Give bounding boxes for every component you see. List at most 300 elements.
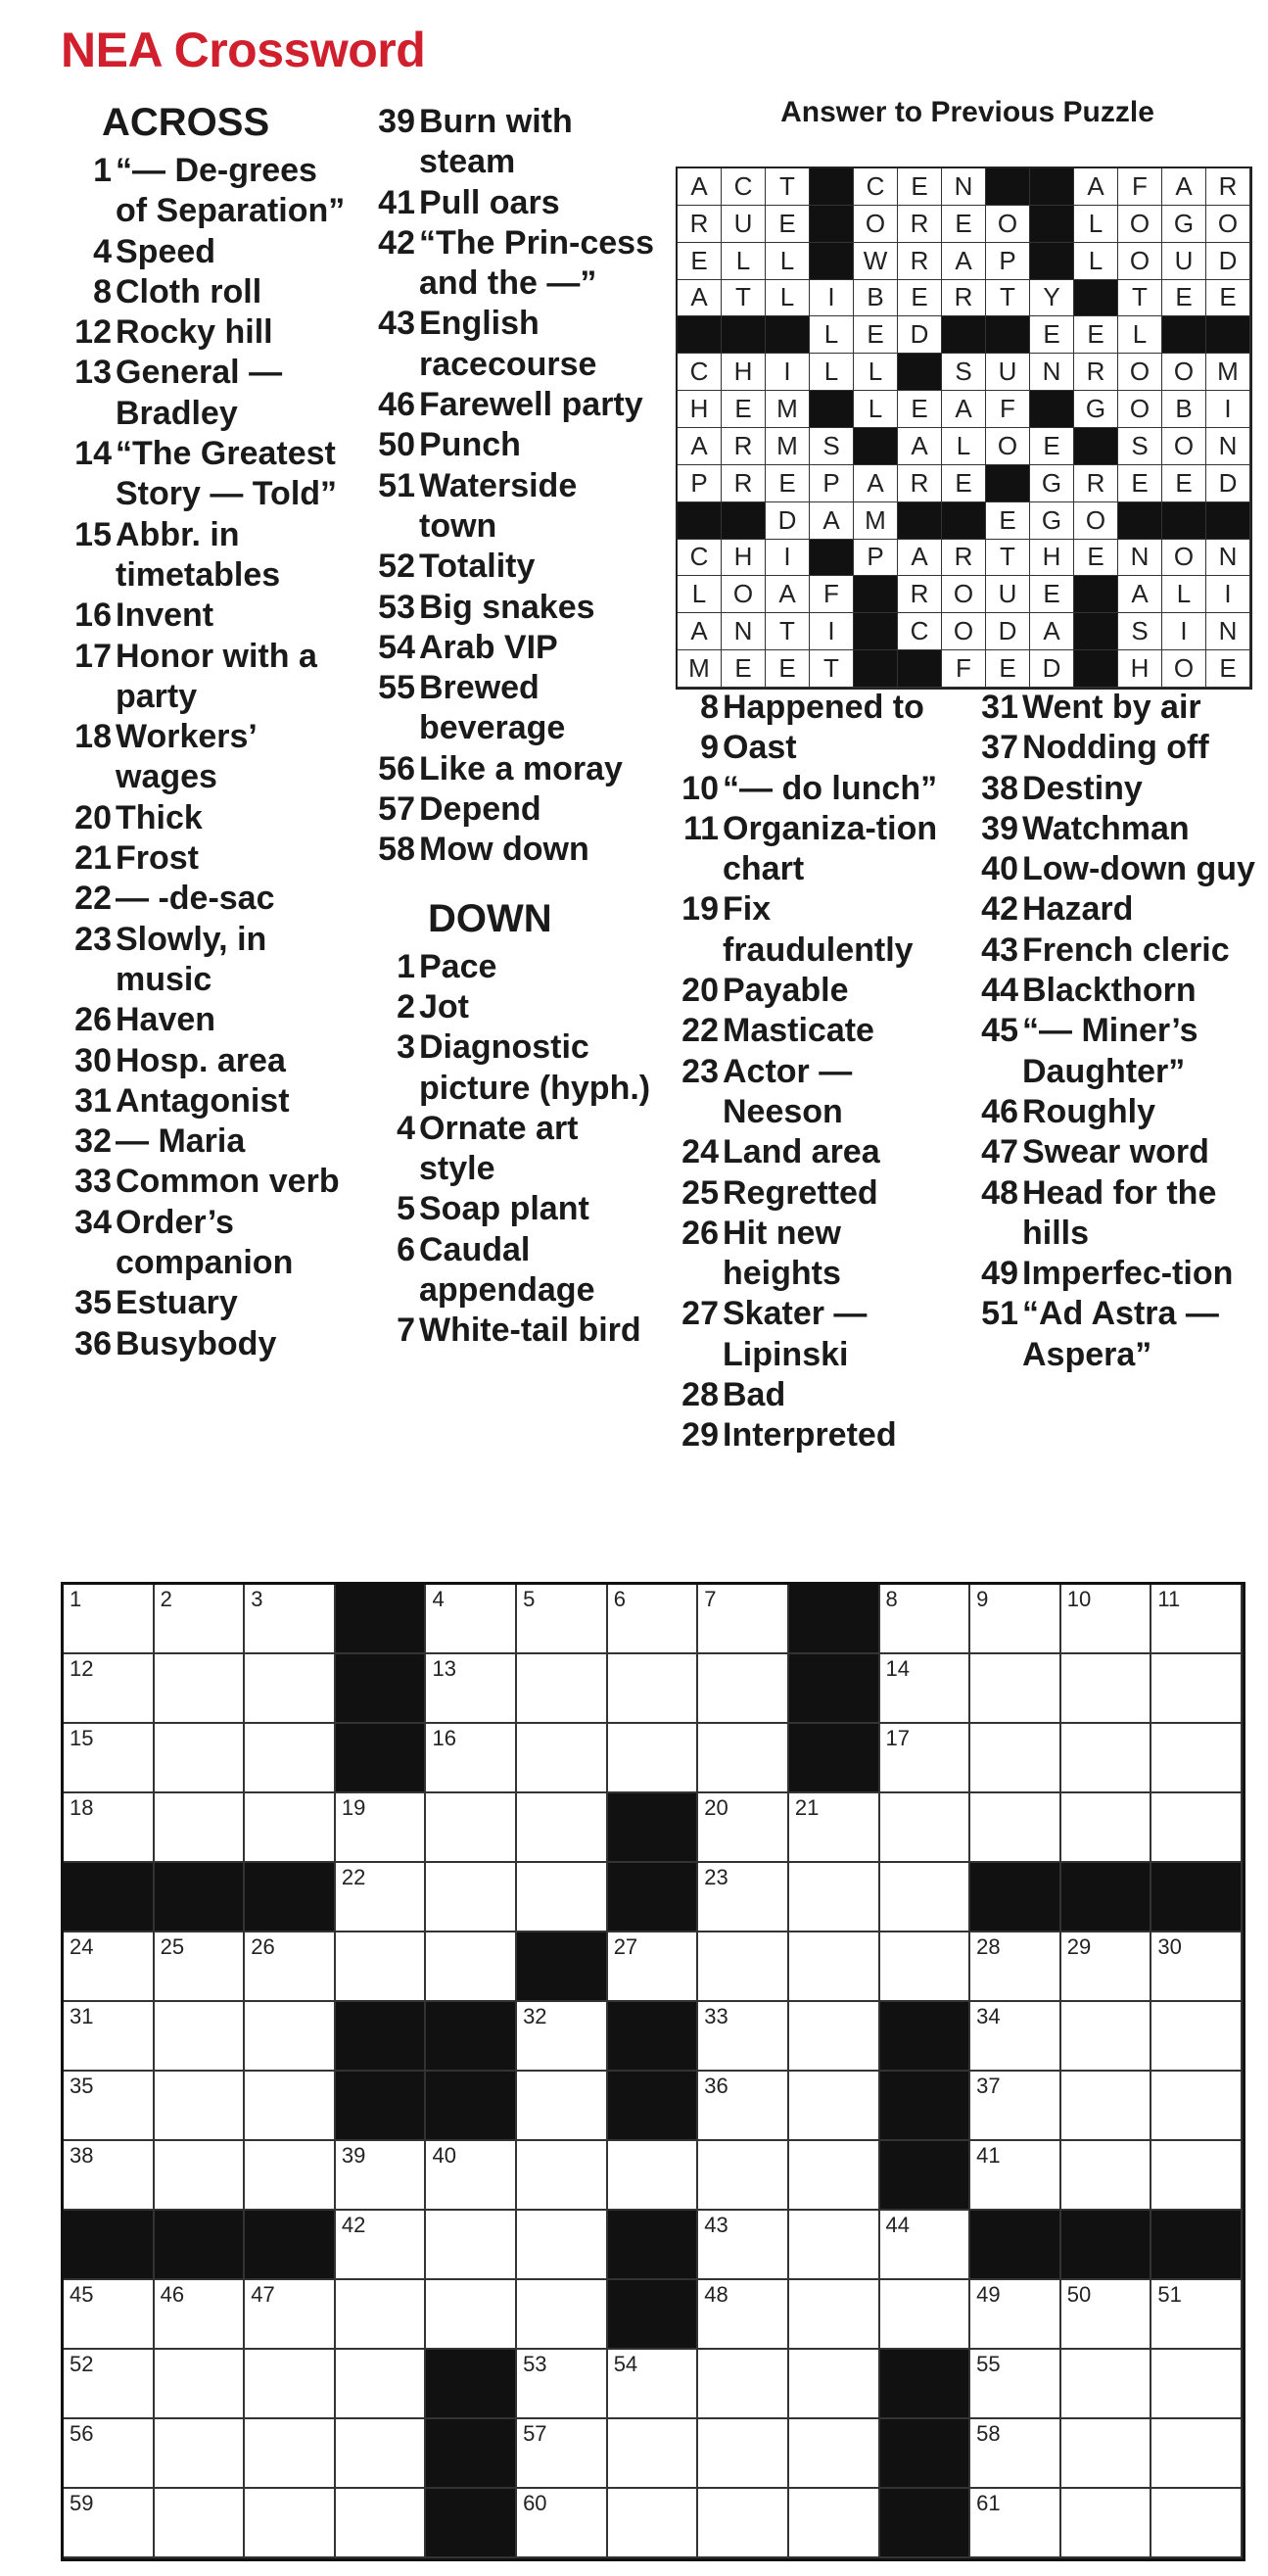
grid-cell[interactable]: [698, 2489, 789, 2558]
grid-cell[interactable]: [880, 2211, 971, 2280]
grid-cell[interactable]: [64, 2489, 155, 2558]
across-down-column-2: [364, 102, 658, 1352]
clue-number: 30: [74, 1041, 112, 1079]
grid-cell[interactable]: [155, 2141, 246, 2211]
grid-cell[interactable]: [880, 1932, 971, 2002]
grid-cell[interactable]: [698, 2002, 789, 2072]
clue-number: 10: [681, 769, 719, 807]
answer-black-square: [986, 465, 1030, 502]
grid-cell[interactable]: [698, 2419, 789, 2489]
answer-letter-cell: A: [678, 428, 722, 465]
cell-number: 3: [251, 1587, 263, 1611]
clue-item: [668, 1375, 962, 1415]
grid-cell[interactable]: [517, 2002, 608, 2072]
grid-cell[interactable]: [245, 1654, 336, 1724]
grid-cell[interactable]: [608, 1654, 699, 1724]
grid-black-square: [245, 2211, 336, 2280]
answer-black-square: [1030, 168, 1074, 206]
answer-letter-cell: U: [722, 206, 766, 243]
cell-number: 16: [432, 1726, 456, 1750]
cell-number: 1: [70, 1587, 82, 1611]
grid-cell[interactable]: [1061, 2002, 1152, 2072]
answer-letter-cell: N: [942, 168, 986, 206]
grid-cell[interactable]: [517, 1654, 608, 1724]
grid-cell[interactable]: [426, 1863, 517, 1932]
grid-cell[interactable]: [155, 1724, 246, 1793]
grid-cell[interactable]: [517, 2072, 608, 2141]
grid-black-square: [1151, 2211, 1243, 2280]
grid-cell[interactable]: [517, 1724, 608, 1793]
clue-text: Imperfec-tion: [1022, 1255, 1234, 1293]
clue-number: 27: [681, 1295, 719, 1333]
grid-cell[interactable]: [1151, 2072, 1243, 2141]
grid-cell[interactable]: [426, 2141, 517, 2211]
answer-black-square: [810, 391, 854, 428]
grid-cell[interactable]: [1061, 2419, 1152, 2489]
answer-black-square: [722, 316, 766, 354]
grid-cell[interactable]: [1061, 2141, 1152, 2211]
clue-text: Soap plant: [419, 1190, 589, 1228]
grid-cell[interactable]: [970, 2002, 1061, 2072]
grid-cell[interactable]: [880, 1654, 971, 1724]
clue-number: 23: [681, 1052, 719, 1090]
grid-cell[interactable]: [789, 2419, 880, 2489]
grid-cell[interactable]: [970, 2350, 1061, 2419]
answer-letter-cell: E: [942, 465, 986, 502]
grid-cell[interactable]: [880, 2280, 971, 2350]
grid-cell[interactable]: [517, 2280, 608, 2350]
answer-letter-cell: R: [1074, 465, 1118, 502]
clue-item: [668, 688, 962, 728]
clue-number: 43: [378, 305, 415, 343]
grid-cell[interactable]: [64, 2072, 155, 2141]
clue-number: 52: [378, 548, 415, 586]
down-clue-list-1: [364, 947, 658, 1352]
clue-text: Skater — Lipinski: [723, 1295, 868, 1373]
answer-letter-cell: P: [678, 465, 722, 502]
grid-cell[interactable]: [789, 2072, 880, 2141]
cell-number: 15: [70, 1726, 94, 1750]
clue-text: Honor with a party: [116, 637, 317, 715]
answer-letter-cell: N: [1206, 613, 1250, 650]
clue-number: 5: [397, 1190, 415, 1228]
answer-letter-cell: A: [810, 502, 854, 540]
grid-cell[interactable]: [517, 1793, 608, 1863]
answer-letter-cell: O: [1118, 243, 1162, 280]
grid-cell[interactable]: [789, 2489, 880, 2558]
grid-cell[interactable]: [789, 1793, 880, 1863]
grid-cell[interactable]: [336, 1793, 427, 1863]
answer-black-square: [1074, 613, 1118, 650]
clue-item: [61, 1081, 354, 1121]
grid-cell[interactable]: [970, 1585, 1061, 1654]
answer-letter-cell: O: [1074, 502, 1118, 540]
grid-cell[interactable]: [880, 1724, 971, 1793]
clue-text: Jot: [419, 987, 469, 1026]
clue-item: [364, 1189, 658, 1229]
clue-text: “The Prin-cess and the —”: [419, 223, 654, 303]
grid-cell[interactable]: [155, 2280, 246, 2350]
grid-cell[interactable]: [336, 2350, 427, 2419]
grid-cell[interactable]: [1151, 2141, 1243, 2211]
clue-item: [61, 232, 354, 272]
grid-cell[interactable]: [245, 1932, 336, 2002]
grid-cell[interactable]: [426, 1724, 517, 1793]
grid-cell[interactable]: [698, 2211, 789, 2280]
grid-cell[interactable]: [336, 2211, 427, 2280]
grid-cell[interactable]: [426, 2211, 517, 2280]
grid-cell[interactable]: [426, 2280, 517, 2350]
grid-cell[interactable]: [1061, 2280, 1152, 2350]
grid-cell[interactable]: [517, 2350, 608, 2419]
answer-letter-cell: C: [678, 354, 722, 391]
grid-cell[interactable]: [336, 2419, 427, 2489]
answer-letter-cell: A: [898, 428, 942, 465]
grid-cell[interactable]: [517, 2489, 608, 2558]
cell-number: 59: [70, 2491, 94, 2515]
crossword-grid: [61, 1582, 1245, 2561]
grid-black-square: [608, 2280, 699, 2350]
clue-item: [967, 971, 1261, 1011]
answer-black-square: [1162, 316, 1206, 354]
grid-cell[interactable]: [698, 1654, 789, 1724]
grid-cell[interactable]: [245, 2072, 336, 2141]
grid-cell[interactable]: [970, 1654, 1061, 1724]
grid-cell[interactable]: [245, 1793, 336, 1863]
clue-number: 35: [74, 1284, 112, 1322]
cell-number: 28: [976, 1934, 1001, 1959]
answer-letter-cell: O: [1118, 206, 1162, 243]
clue-text: Low-down guy: [1022, 850, 1255, 888]
grid-cell[interactable]: [517, 1585, 608, 1654]
cell-number: 30: [1157, 1934, 1182, 1959]
grid-cell[interactable]: [245, 1724, 336, 1793]
grid-cell[interactable]: [698, 1724, 789, 1793]
answer-letter-cell: C: [898, 613, 942, 650]
answer-letter-cell: L: [1162, 576, 1206, 613]
clue-number: 20: [681, 972, 719, 1010]
grid-cell[interactable]: [608, 2350, 699, 2419]
cell-number: 11: [1157, 1587, 1181, 1611]
grid-cell[interactable]: [608, 2141, 699, 2211]
clue-number: 37: [981, 729, 1018, 767]
answer-letter-cell: L: [1074, 243, 1118, 280]
cell-number: 61: [976, 2491, 1001, 2515]
grid-cell[interactable]: [789, 2002, 880, 2072]
clue-text: Hazard: [1022, 890, 1134, 929]
grid-cell[interactable]: [517, 1863, 608, 1932]
clue-number: 18: [74, 718, 112, 756]
grid-cell[interactable]: [1061, 2489, 1152, 2558]
clue-text: Pull oars: [419, 183, 560, 221]
grid-cell[interactable]: [245, 2141, 336, 2211]
answer-letter-cell: D: [1030, 650, 1074, 688]
grid-cell[interactable]: [64, 2141, 155, 2211]
cell-number: 58: [976, 2421, 1001, 2446]
grid-cell[interactable]: [1061, 2350, 1152, 2419]
grid-cell[interactable]: [1061, 1654, 1152, 1724]
answer-letter-cell: S: [1118, 613, 1162, 650]
grid-cell[interactable]: [336, 2141, 427, 2211]
grid-cell[interactable]: [155, 1654, 246, 1724]
cell-number: 13: [432, 1656, 456, 1681]
grid-cell[interactable]: [155, 1932, 246, 2002]
answer-black-square: [986, 316, 1030, 354]
answer-letter-cell: O: [854, 206, 898, 243]
answer-black-square: [898, 502, 942, 540]
grid-cell[interactable]: [426, 1654, 517, 1724]
cell-number: 32: [523, 2004, 547, 2028]
answer-letter-cell: H: [1118, 650, 1162, 688]
cell-number: 42: [341, 2213, 366, 2237]
answer-letter-cell: U: [1162, 243, 1206, 280]
answer-letter-cell: C: [854, 168, 898, 206]
cell-number: 50: [1066, 2282, 1092, 2307]
clue-text: Watchman: [1022, 809, 1190, 847]
grid-cell[interactable]: [1151, 1932, 1243, 2002]
grid-cell[interactable]: [245, 1585, 336, 1654]
grid-cell[interactable]: [970, 2072, 1061, 2141]
clue-text: Diagnostic picture (hyph.): [419, 1028, 651, 1107]
clue-number: 56: [378, 749, 415, 787]
clue-item: [668, 1294, 962, 1375]
answer-letter-cell: E: [1030, 316, 1074, 354]
clue-item: [668, 769, 962, 809]
grid-cell[interactable]: [245, 2489, 336, 2558]
grid-cell[interactable]: [1061, 1585, 1152, 1654]
clue-number: 2: [397, 987, 415, 1026]
grid-cell[interactable]: [155, 1585, 246, 1654]
answer-letter-cell: A: [678, 168, 722, 206]
answer-letter-cell: R: [942, 540, 986, 577]
grid-cell[interactable]: [970, 1932, 1061, 2002]
clue-text: “— De-grees of Separation”: [116, 152, 346, 230]
clue-number: 33: [74, 1163, 112, 1201]
grid-cell[interactable]: [698, 2141, 789, 2211]
cell-number: 52: [70, 2352, 94, 2376]
grid-cell[interactable]: [1061, 1932, 1152, 2002]
grid-cell[interactable]: [789, 1932, 880, 2002]
answer-letter-cell: O: [1206, 206, 1250, 243]
grid-cell[interactable]: [1151, 2002, 1243, 2072]
clue-number: 3: [397, 1028, 415, 1067]
grid-cell[interactable]: [64, 2280, 155, 2350]
grid-cell[interactable]: [698, 1585, 789, 1654]
grid-cell[interactable]: [1151, 2350, 1243, 2419]
grid-cell[interactable]: [698, 2072, 789, 2141]
grid-black-square: [155, 2211, 246, 2280]
answer-letter-cell: B: [854, 280, 898, 317]
grid-cell[interactable]: [698, 2350, 789, 2419]
grid-black-square: [426, 2489, 517, 2558]
grid-cell[interactable]: [64, 1654, 155, 1724]
grid-cell[interactable]: [245, 2280, 336, 2350]
answer-black-square: [1030, 206, 1074, 243]
grid-cell[interactable]: [698, 1863, 789, 1932]
clue-text: “Ad Astra — Aspera”: [1022, 1295, 1219, 1373]
clue-item: [967, 1254, 1261, 1294]
cell-number: 48: [704, 2282, 728, 2307]
grid-cell[interactable]: [155, 2350, 246, 2419]
grid-cell[interactable]: [426, 1932, 517, 2002]
grid-cell[interactable]: [1151, 2419, 1243, 2489]
grid-cell[interactable]: [1151, 1724, 1243, 1793]
clue-text: Common verb: [116, 1163, 340, 1201]
grid-cell[interactable]: [608, 1724, 699, 1793]
grid-black-square: [880, 2350, 971, 2419]
grid-black-square: [789, 1654, 880, 1724]
cell-number: 31: [70, 2004, 94, 2028]
grid-cell[interactable]: [608, 1585, 699, 1654]
answer-letter-cell: A: [1118, 576, 1162, 613]
grid-cell[interactable]: [698, 2280, 789, 2350]
answer-letter-cell: G: [1030, 502, 1074, 540]
grid-cell[interactable]: [608, 2419, 699, 2489]
grid-cell[interactable]: [155, 2489, 246, 2558]
clue-text: Waterside town: [419, 466, 578, 545]
grid-cell[interactable]: [245, 2002, 336, 2072]
grid-cell[interactable]: [426, 1793, 517, 1863]
clue-item: [61, 515, 354, 596]
clue-number: 39: [378, 103, 415, 140]
cell-number: 60: [523, 2491, 547, 2515]
answer-black-square: [942, 502, 986, 540]
clue-number: 31: [74, 1081, 112, 1120]
clue-item: [61, 1203, 354, 1284]
grid-cell[interactable]: [155, 2002, 246, 2072]
grid-cell[interactable]: [155, 2419, 246, 2489]
answer-letter-cell: P: [986, 243, 1030, 280]
grid-cell[interactable]: [1061, 1724, 1152, 1793]
grid-cell[interactable]: [970, 2419, 1061, 2489]
grid-cell[interactable]: [880, 1793, 971, 1863]
answer-black-square: [678, 502, 722, 540]
cell-number: 40: [432, 2143, 456, 2168]
grid-cell[interactable]: [336, 1932, 427, 2002]
grid-cell[interactable]: [155, 2072, 246, 2141]
clue-text: French cleric: [1022, 930, 1230, 969]
clue-number: 13: [74, 354, 112, 392]
clue-text: Cloth roll: [116, 272, 262, 310]
grid-black-square: [426, 2072, 517, 2141]
grid-cell[interactable]: [1151, 2280, 1243, 2350]
clue-number: 53: [378, 588, 415, 626]
grid-cell[interactable]: [789, 2211, 880, 2280]
grid-cell[interactable]: [426, 1585, 517, 1654]
grid-cell[interactable]: [970, 1793, 1061, 1863]
clue-item: [364, 789, 658, 830]
grid-cell[interactable]: [789, 1863, 880, 1932]
grid-black-square: [880, 2489, 971, 2558]
grid-cell[interactable]: [880, 1863, 971, 1932]
grid-cell[interactable]: [970, 2489, 1061, 2558]
grid-cell[interactable]: [245, 2419, 336, 2489]
grid-cell[interactable]: [245, 2350, 336, 2419]
grid-cell[interactable]: [517, 2419, 608, 2489]
clue-item: [364, 668, 658, 749]
clue-item: [364, 1230, 658, 1312]
grid-cell[interactable]: [608, 2489, 699, 2558]
grid-cell[interactable]: [789, 2280, 880, 2350]
clue-text: Depend: [419, 790, 541, 829]
cell-number: 8: [885, 1587, 898, 1611]
grid-cell[interactable]: [608, 1932, 699, 2002]
down-column-4: [967, 688, 1261, 1375]
clue-item: [967, 1294, 1261, 1375]
grid-cell[interactable]: [1061, 1793, 1152, 1863]
puzzle-title: NEA Crossword: [61, 23, 426, 77]
answer-letter-cell: L: [810, 316, 854, 354]
clue-number: 4: [93, 232, 112, 270]
grid-cell[interactable]: [336, 2280, 427, 2350]
across-column-1: [61, 98, 354, 1364]
grid-cell[interactable]: [880, 1585, 971, 1654]
cell-number: 24: [70, 1934, 94, 1959]
grid-cell[interactable]: [64, 1793, 155, 1863]
grid-cell[interactable]: [517, 2211, 608, 2280]
clue-item: [364, 223, 658, 305]
grid-cell[interactable]: [64, 2002, 155, 2072]
grid-cell[interactable]: [64, 2350, 155, 2419]
grid-cell[interactable]: [155, 1793, 246, 1863]
clue-item: [364, 987, 658, 1027]
grid-cell[interactable]: [336, 2489, 427, 2558]
grid-cell[interactable]: [1151, 1585, 1243, 1654]
grid-cell[interactable]: [64, 1585, 155, 1654]
answer-black-square: [1206, 502, 1250, 540]
answer-letter-cell: E: [1206, 650, 1250, 688]
grid-cell[interactable]: [64, 2419, 155, 2489]
clue-number: 55: [378, 669, 415, 707]
clue-number: 28: [681, 1376, 719, 1414]
answer-letter-cell: E: [1074, 316, 1118, 354]
clue-number: 29: [681, 1416, 719, 1455]
grid-cell[interactable]: [517, 2141, 608, 2211]
clue-item: [364, 947, 658, 987]
clue-number: 54: [378, 628, 415, 666]
grid-cell[interactable]: [64, 1932, 155, 2002]
grid-cell[interactable]: [970, 2141, 1061, 2211]
answer-letter-cell: W: [854, 243, 898, 280]
previous-puzzle-answer-grid: [676, 167, 1252, 690]
clue-item: [967, 849, 1261, 889]
grid-cell[interactable]: [698, 1793, 789, 1863]
clue-number: 14: [74, 435, 112, 473]
grid-cell[interactable]: [64, 1724, 155, 1793]
grid-cell[interactable]: [789, 2141, 880, 2211]
grid-cell[interactable]: [970, 1724, 1061, 1793]
answer-letter-cell: O: [1162, 650, 1206, 688]
cell-number: 44: [885, 2213, 911, 2237]
answer-letter-cell: L: [766, 243, 810, 280]
grid-cell[interactable]: [1061, 2072, 1152, 2141]
clue-item: [364, 547, 658, 587]
answer-letter-cell: D: [1206, 243, 1250, 280]
grid-cell[interactable]: [1151, 2489, 1243, 2558]
grid-cell[interactable]: [789, 2350, 880, 2419]
grid-cell[interactable]: [336, 1863, 427, 1932]
grid-cell[interactable]: [970, 2280, 1061, 2350]
grid-cell[interactable]: [1151, 1654, 1243, 1724]
answer-letter-cell: O: [1162, 354, 1206, 391]
clue-number: 39: [981, 809, 1018, 847]
answer-letter-cell: C: [678, 540, 722, 577]
clue-number: 41: [378, 183, 415, 221]
grid-cell[interactable]: [1151, 1793, 1243, 1863]
clue-item: [668, 971, 962, 1011]
answer-black-square: [810, 540, 854, 577]
grid-cell[interactable]: [698, 1932, 789, 2002]
